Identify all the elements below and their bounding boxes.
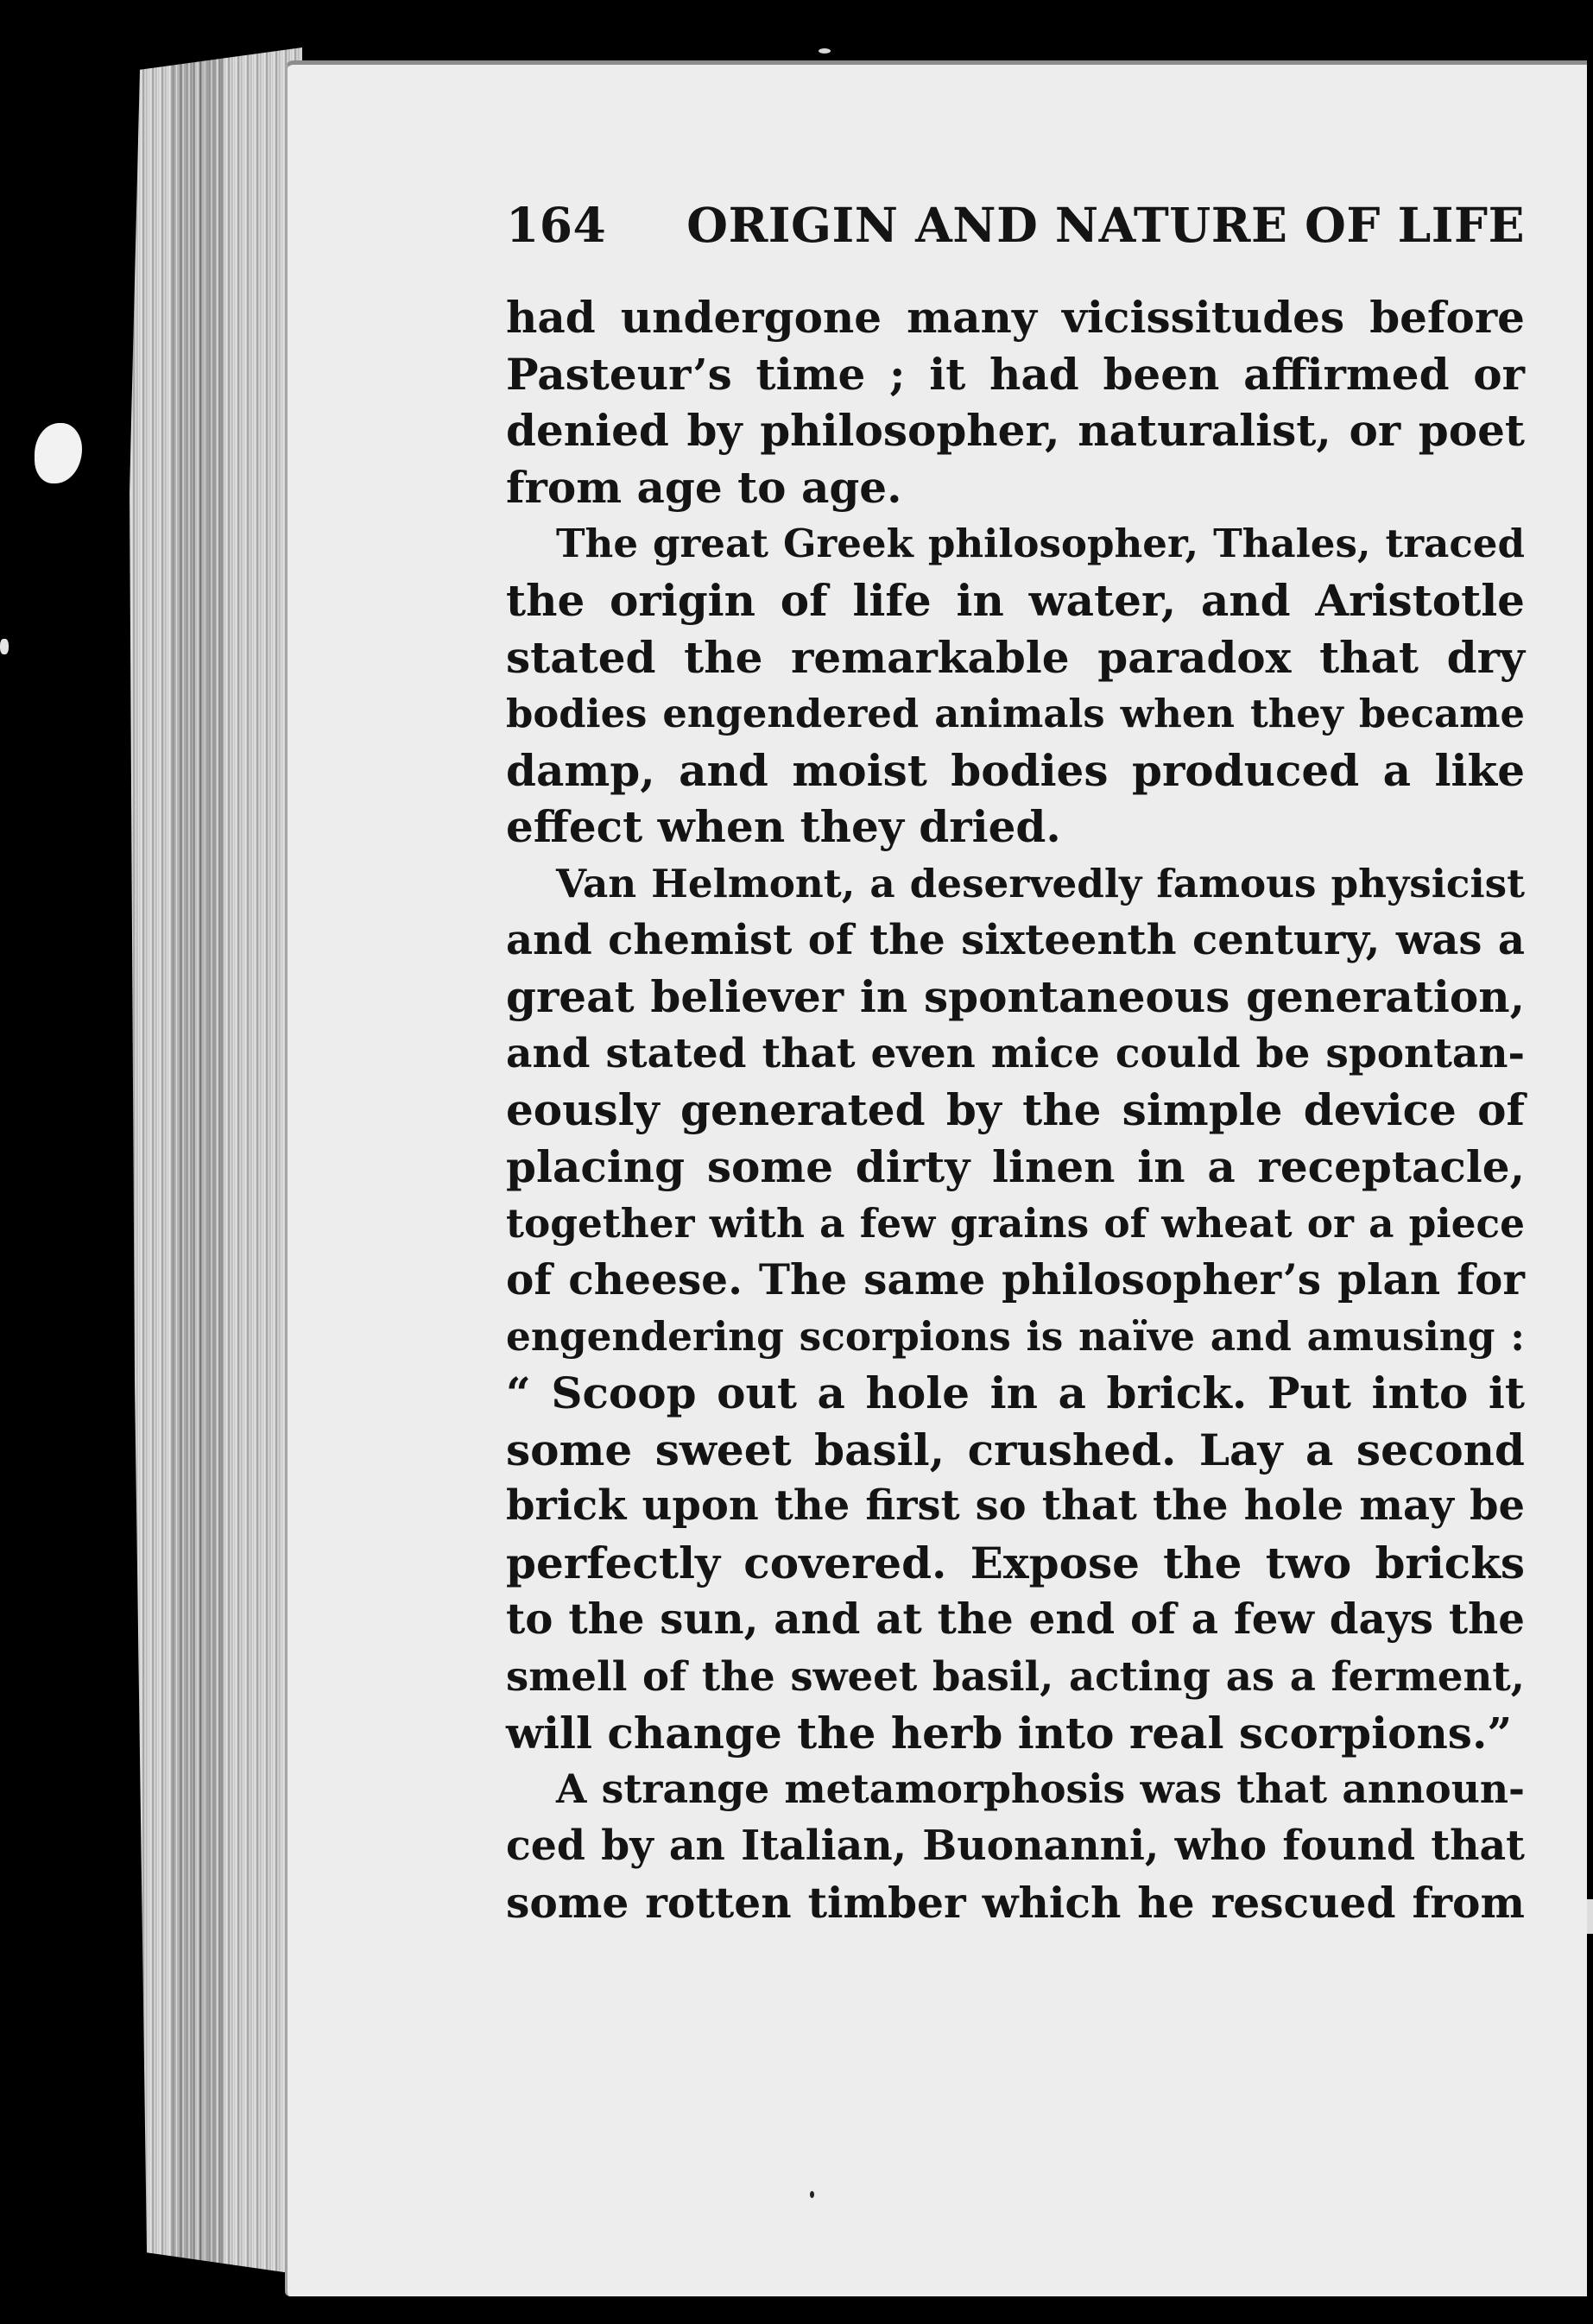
text-line: and chemist of the sixteenth century, was a xyxy=(506,915,1525,964)
text-line: had undergone many vicissitudes before xyxy=(506,292,1525,343)
running-header xyxy=(506,197,1525,257)
page-number: 164 xyxy=(506,197,607,253)
text-line: effect when they dried. xyxy=(506,801,1061,853)
text-line: damp, and moist bodies produced a like xyxy=(506,744,1525,796)
text-line: ced by an Italian, Buonanni, who found that xyxy=(506,1822,1525,1871)
page-edge-shadow xyxy=(173,47,224,2275)
text-line: perfectly covered. Expose the two bricks xyxy=(506,1538,1525,1589)
text-line: some sweet basil, crushed. Lay a second xyxy=(506,1424,1525,1475)
text-line: some rotten timber which he rescued from xyxy=(506,1878,1525,1928)
text-line: brick upon the first so that the hole may be xyxy=(506,1481,1525,1531)
text-line: bodies engendered animals when they became xyxy=(506,691,1525,737)
text-line: Pasteur’s time ; it had been affirmed or xyxy=(506,348,1525,400)
text-line: of cheese. The same philosopher’s plan for xyxy=(506,1255,1525,1305)
text-line: A strange metamorphosis was that announ- xyxy=(556,1765,1525,1813)
text-line: to the sun, and at the end of a few days the xyxy=(506,1595,1525,1644)
text-line: great believer in spontaneous generation, xyxy=(506,971,1525,1023)
text-line: denied by philosopher, naturalist, or poet xyxy=(506,405,1525,457)
scan-mark xyxy=(810,2191,814,2198)
text-line: together with a few grains of wheat or a piece xyxy=(506,1199,1525,1247)
text-line: the origin of life in water, and Aristotle xyxy=(506,574,1525,626)
running-title: ORIGIN AND NATURE OF LIFE xyxy=(686,197,1525,253)
scan-artifact xyxy=(1587,1899,1593,1934)
text-line: “ Scoop out a hole in a brick. Put into it xyxy=(506,1367,1525,1419)
scan-mark xyxy=(819,48,831,54)
text-line: from age to age. xyxy=(506,461,902,513)
text-line: The great Greek philosopher, Thales, traced xyxy=(556,521,1525,567)
body-text xyxy=(506,289,1525,1931)
text-line: eously generated by the simple device of xyxy=(506,1084,1525,1136)
text-line: stated the remarkable paradox that dry xyxy=(506,631,1525,683)
scan-artifact xyxy=(0,639,9,654)
text-line: Van Helmont, a deservedly famous physicist xyxy=(556,860,1525,906)
text-line: and stated that even mice could be spontan- xyxy=(506,1029,1525,1077)
text-line: placing some dirty linen in a receptacle, xyxy=(506,1140,1525,1192)
text-line: smell of the sweet basil, acting as a ferment, xyxy=(506,1652,1525,1701)
scan-artifact xyxy=(35,423,82,483)
text-line: will change the herb into real scorpions.” xyxy=(506,1707,1513,1759)
text-line: engendering scorpions is naïve and amusing : xyxy=(506,1312,1525,1360)
